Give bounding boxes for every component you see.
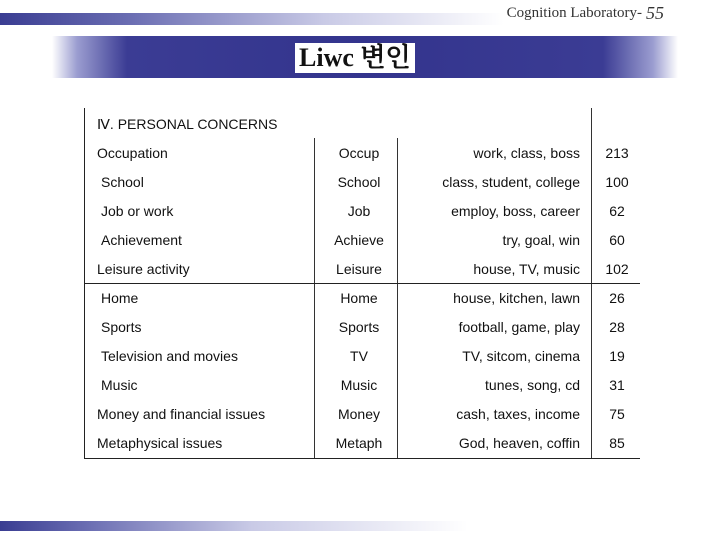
- word-count: 213: [605, 145, 629, 161]
- table-row: [85, 371, 640, 400]
- category-examples: tunes, song, cd: [485, 377, 580, 393]
- category-abbr: Sports: [338, 319, 380, 335]
- category-abbr: Achieve: [334, 232, 384, 248]
- table-row: [85, 313, 640, 342]
- slide-header-text: Cognition Laboratory-: [503, 5, 642, 22]
- category-examples: house, kitchen, lawn: [453, 290, 580, 306]
- table-row: [85, 342, 640, 371]
- category-name: Home: [101, 290, 139, 306]
- category-abbr: School: [337, 174, 381, 190]
- category-abbr: Music: [340, 377, 378, 393]
- category-examples: football, game, play: [458, 319, 580, 335]
- category-examples: work, class, boss: [473, 145, 580, 161]
- category-name: School: [101, 174, 144, 190]
- liwc-table: [84, 108, 640, 459]
- category-examples: class, student, college: [442, 174, 580, 190]
- table-row: [85, 197, 640, 226]
- category-examples: employ, boss, career: [451, 203, 580, 219]
- category-abbr: Money: [337, 406, 381, 422]
- category-examples: God, heaven, coffin: [458, 435, 580, 451]
- category-examples: house, TV, music: [473, 261, 580, 277]
- word-count: 85: [609, 435, 625, 451]
- word-count: 19: [609, 348, 625, 364]
- category-name: Television and movies: [101, 348, 238, 364]
- category-examples: cash, taxes, income: [456, 406, 580, 422]
- section-title: Ⅳ. PERSONAL CONCERNS: [97, 116, 278, 132]
- category-examples: TV, sitcom, cinema: [462, 348, 580, 364]
- category-abbr: Job: [347, 203, 371, 219]
- table-row: [85, 400, 640, 429]
- category-abbr: Leisure: [336, 261, 382, 277]
- word-count: 60: [609, 232, 625, 248]
- table-row: [85, 255, 640, 284]
- category-abbr: TV: [350, 348, 368, 364]
- table-row: [85, 226, 640, 255]
- word-count: 100: [605, 174, 629, 190]
- category-name: Music: [101, 377, 138, 393]
- category-examples: try, goal, win: [502, 232, 580, 248]
- table-row: [85, 139, 640, 168]
- category-name: Occupation: [97, 145, 168, 161]
- category-name: Achievement: [101, 232, 182, 248]
- category-name: Leisure activity: [97, 261, 190, 277]
- table-row: [85, 168, 640, 197]
- slide-title: Liwc 변인: [295, 43, 415, 73]
- word-count: 62: [609, 203, 625, 219]
- word-count: 28: [609, 319, 625, 335]
- table-row: [85, 429, 640, 458]
- footer-gradient-bar: [0, 521, 720, 531]
- category-name: Metaphysical issues: [97, 435, 223, 451]
- category-abbr: Home: [340, 290, 378, 306]
- table-row: [85, 284, 640, 313]
- category-name: Money and financial issues: [97, 406, 266, 422]
- category-abbr: Occup: [338, 145, 380, 161]
- word-count: 75: [609, 406, 625, 422]
- category-name: Sports: [101, 319, 142, 335]
- page-number: 55: [646, 3, 664, 23]
- category-abbr: Metaph: [335, 435, 383, 451]
- word-count: 31: [609, 377, 625, 393]
- word-count: 102: [605, 261, 629, 277]
- category-name: Job or work: [101, 203, 174, 219]
- word-count: 26: [609, 290, 625, 306]
